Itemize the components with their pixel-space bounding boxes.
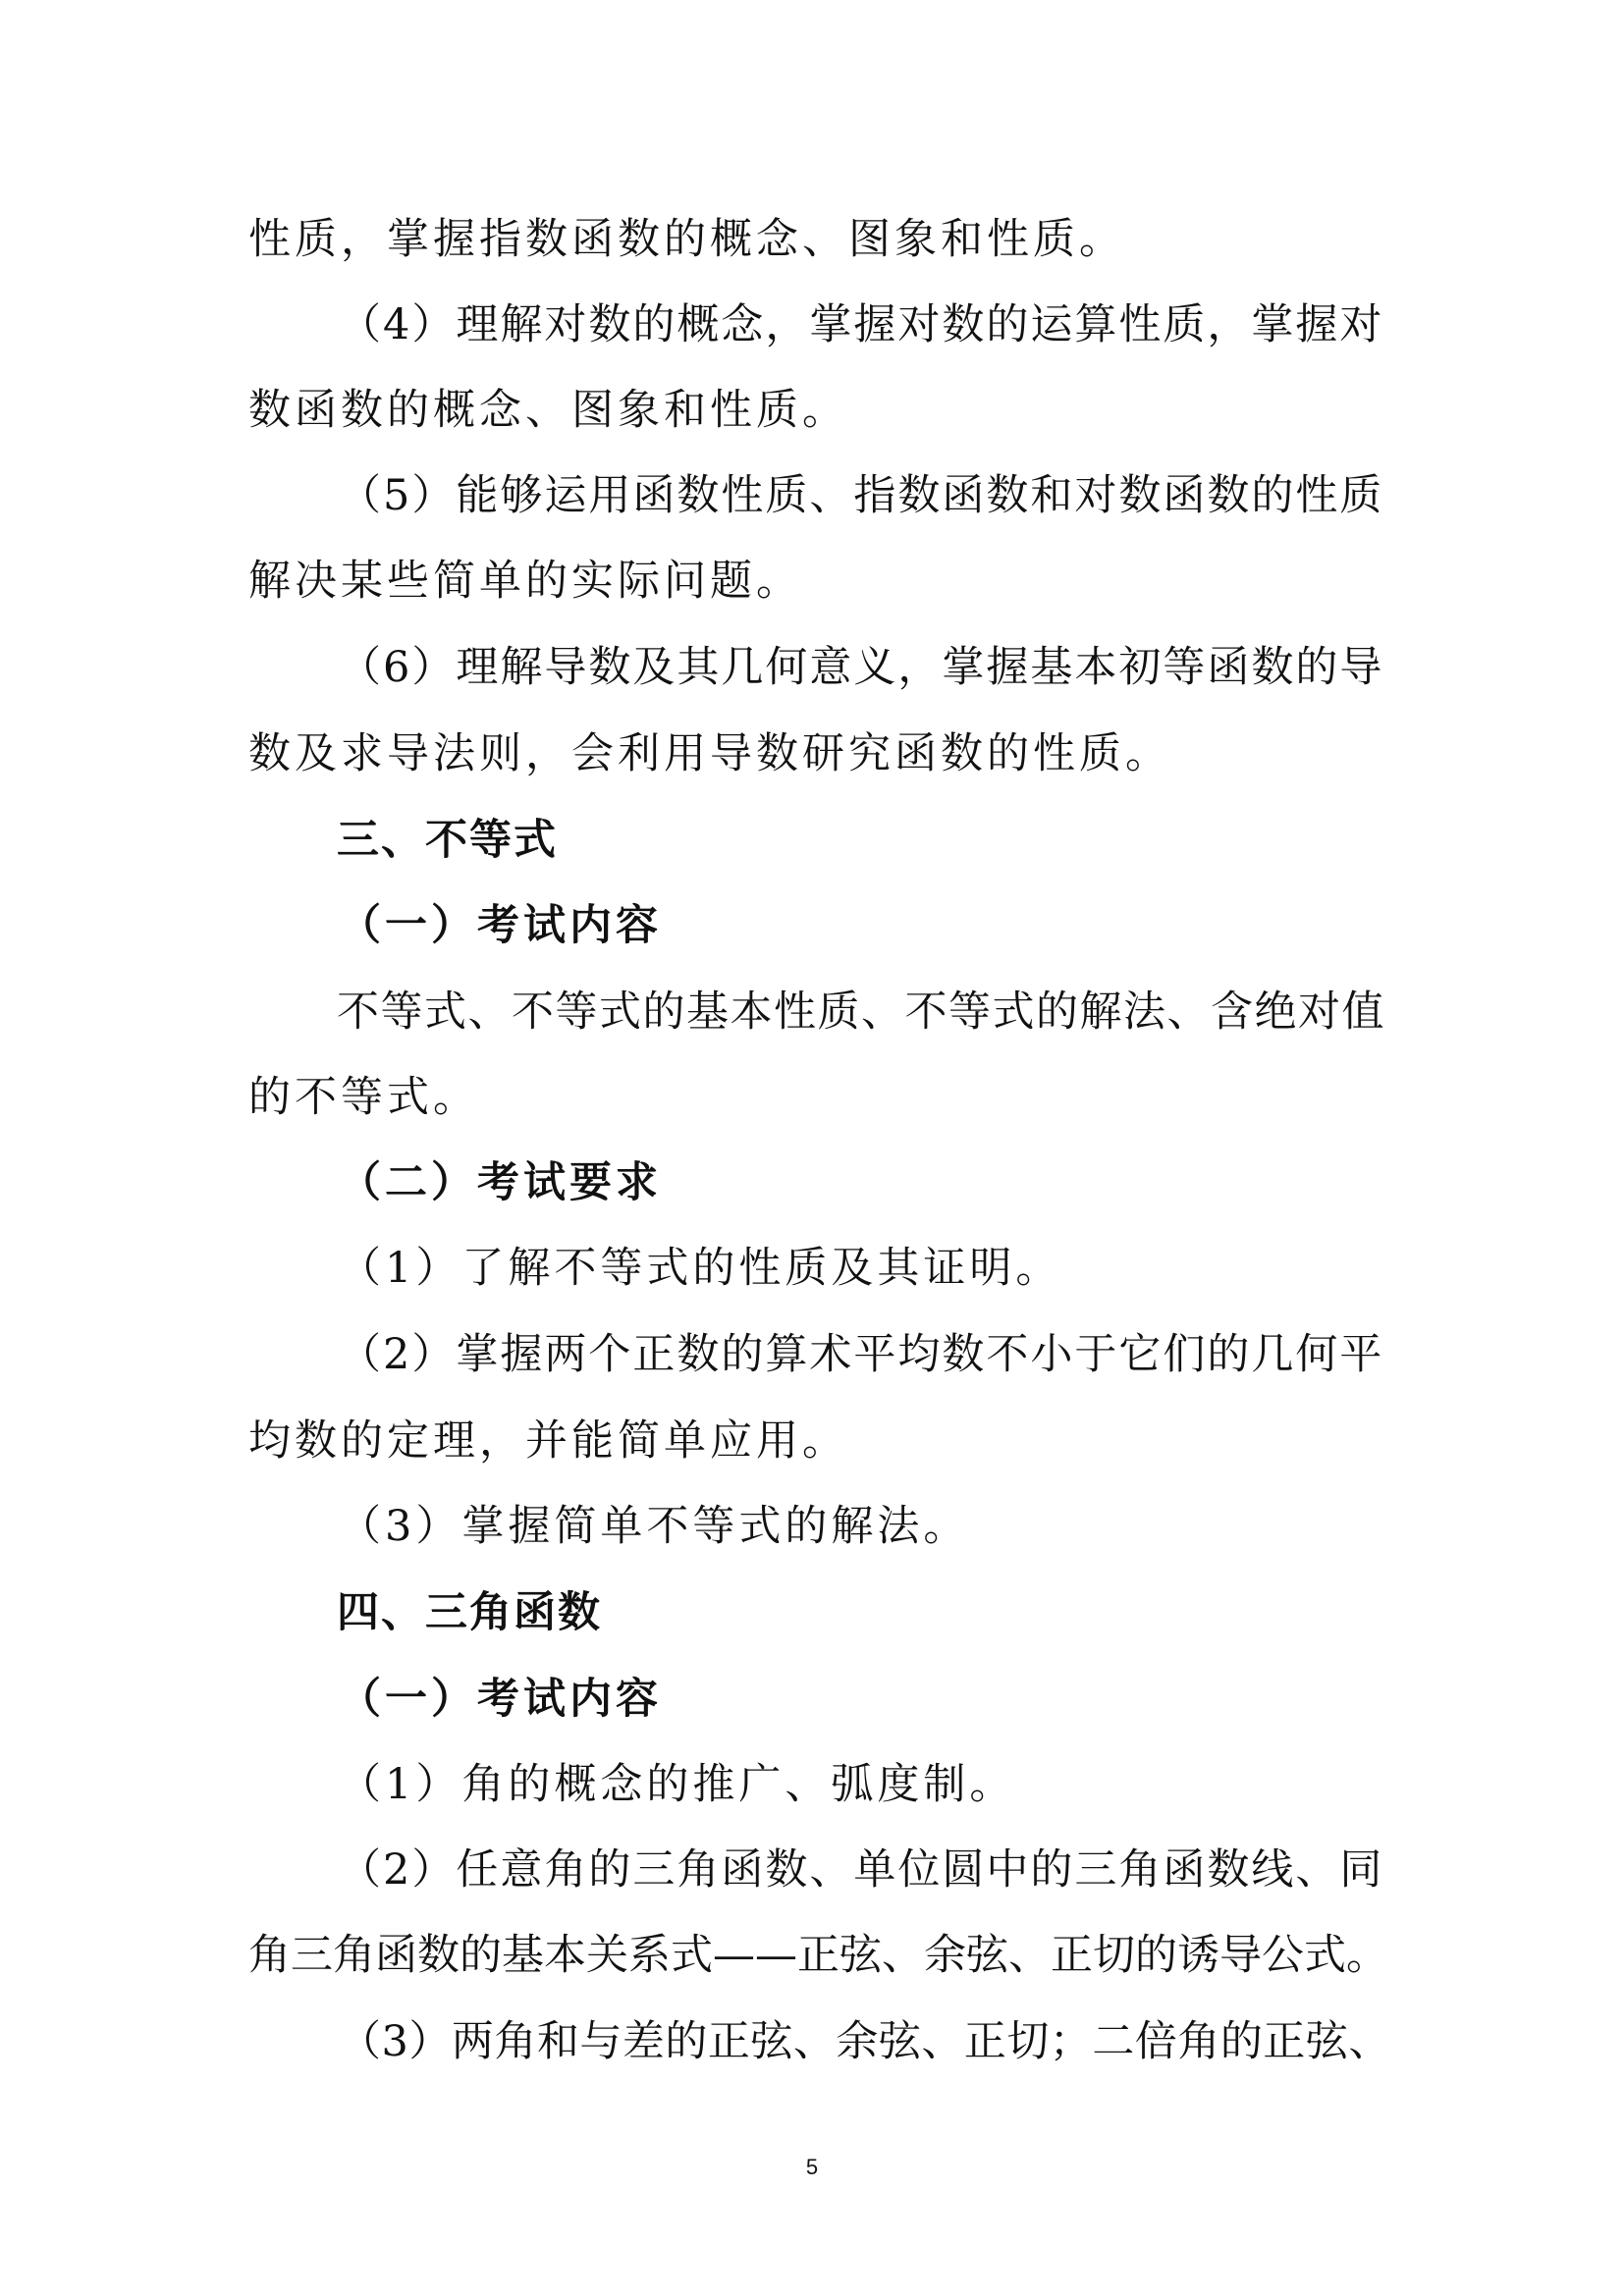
text-line: 数函数的概念、图象和性质。 bbox=[248, 386, 848, 435]
text-line: （1）角的概念的推广、弧度制。 bbox=[339, 1760, 1016, 1809]
text-line: 性质，掌握指数函数的概念、图象和性质。 bbox=[248, 215, 1125, 264]
text-line: （4）理解对数的概念，掌握对数的运算性质，掌握对 bbox=[339, 300, 1384, 349]
page-number: 5 bbox=[805, 2155, 819, 2179]
section-heading: 三、不等式 bbox=[337, 816, 558, 865]
subsection-heading: （一）考试内容 bbox=[339, 1675, 662, 1724]
text-line: 数及求导法则，会利用导数研究函数的性质。 bbox=[248, 729, 1171, 778]
text-line: 角三角函数的基本关系式——正弦、余弦、正切的诱导公式。 bbox=[248, 1931, 1388, 1980]
text-line: 的不等式。 bbox=[248, 1073, 479, 1122]
text-line: （3）掌握简单不等式的解法。 bbox=[339, 1502, 970, 1551]
text-line: 不等式、不等式的基本性质、不等式的解法、含绝对值 bbox=[337, 988, 1385, 1037]
text-line: 均数的定理，并能简单应用。 bbox=[248, 1416, 848, 1466]
text-line: （6）理解导数及其几何意义，掌握基本初等函数的导 bbox=[339, 643, 1384, 692]
subsection-heading: （一）考试内容 bbox=[339, 901, 662, 950]
text-line: （3）两角和与差的正弦、余弦、正切；二倍角的正弦、 bbox=[339, 2017, 1391, 2066]
text-line: （5）能够运用函数性质、指数函数和对数函数的性质 bbox=[339, 471, 1384, 520]
section-heading: 四、三角函数 bbox=[337, 1588, 602, 1637]
text-line: （2）掌握两个正数的算术平均数不小于它们的几何平 bbox=[339, 1330, 1384, 1379]
text-line: 解决某些简单的实际问题。 bbox=[248, 557, 802, 606]
subsection-heading: （二）考试要求 bbox=[339, 1158, 662, 1207]
text-line: （1）了解不等式的性质及其证明。 bbox=[339, 1244, 1062, 1293]
text-line: （2）任意角的三角函数、单位圆中的三角函数线、同 bbox=[339, 1845, 1384, 1895]
